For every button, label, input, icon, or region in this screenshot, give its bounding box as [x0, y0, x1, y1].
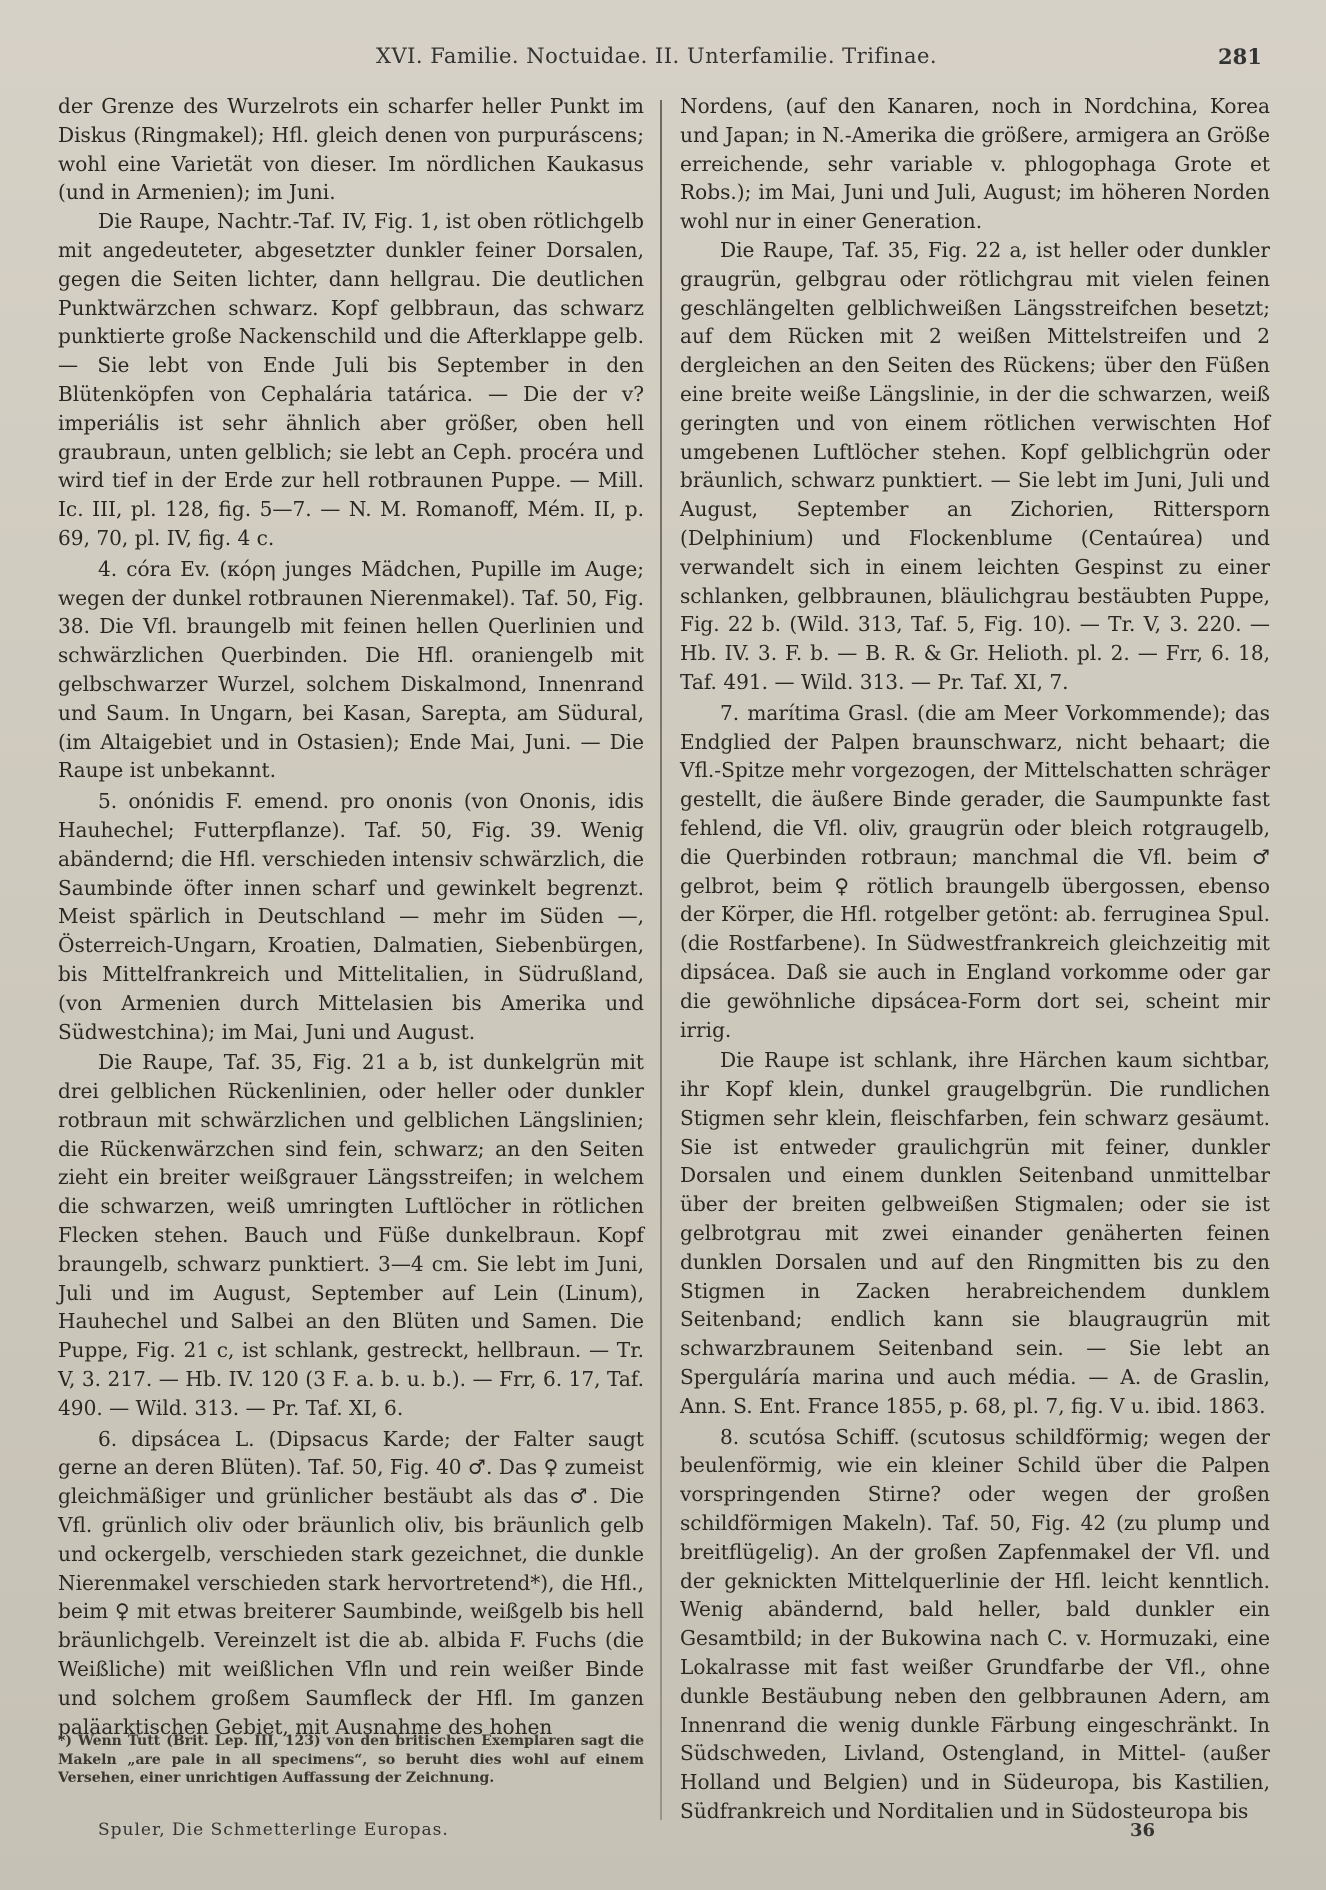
paragraph: Die Raupe, Nachtr.-Taf. IV, Fig. 1, ist oben rötlichgelb mit angedeuteter, abgesetzter dunkler feiner Dorsalen, gegen die Seiten lichter, dann hellgrau. Die deutlichen Punktwärzchen schwarz. Kopf gelbbraun, das schwarz punktierte große Nackenschild und die Afterklappe gelb. — Sie lebt von Ende Juli bis September in den Blütenköpfen von Cephalária tatárica. — Die der v? imperiális ist sehr ähnlich aber größer, oben hell graubraun, unten gelblich; sie lebt an Ceph. procéra und wird tief in der Erde zur hell rotbraunen Puppe. — Mill. Ic. III, pl. 128, fig. 5—7. — N. M. Romanoff, Mém. II, p. 69, 70, pl. IV, fig. 4 c. — [58, 209, 644, 550]
paragraph: Die Raupe, Taf. 35, Fig. 21 a b, ist dunkelgrün mit drei gelblichen Rückenlinien, oder heller oder dunkler rotbraun mit schwärzlichen und gelblichen Längslinien; die Rückenwärzchen sind fein, schwarz; an den Seiten zieht ein breiter weißgrauer Längsstreifen; in welchem die schwarzen, weiß umringten Luftlöcher in rötlichen Flecken stehen. Bauch und Füße dunkelbraun. Kopf braungelb, schwarz punktiert. 3—4 cm. Sie lebt im Juni, Juli und im August, September auf Lein (Linum), Hauhechel und Salbei an den Blüten und Samen. Die Puppe, Fig. 21 c, ist schlank, gestreckt, hellbraun. — Tr. V, 3. 217. — Hb. IV. 120 (3 F. a. b. u. b.). — Frr, 6. 17, Taf. 490. — Wild. 313. — Pr. Taf. XI, 6. — [58, 1050, 644, 1420]
species-entry-dipsacea: 6. dipsácea L. (Dipsacus Karde; der Falter saugt gerne an deren Blüten). Taf. 50, Fig. 40 ♂. Das ♀ zumeist gleichmäßiger und grünlicher bestäubt als das ♂. Die Vfl. grünlich oliv oder bräunlich oliv, bis bräunlich gelb und ockergelb, verschieden stark gezeichnet, die dunkle Nierenmakel verschieden stark hervortretend*), die Hfl., beim ♀ mit etwas breiterer Saumbinde, weißgelb bis hell bräunlichgelb. Vereinzelt ist die ab. albida F. Fuchs (die Weißliche) mit weißlichen Vfln und rein weißer Binde und solchem großem Saumfleck der Hfl. Im ganzen paläarktischen Gebiet, mit Ausnahme des hohen — [58, 1426, 644, 1739]
paragraph: der Grenze des Wurzelrots ein scharfer heller Punkt im Diskus (Ringmakel); Hfl. gleich denen von purpuráscens; wohl eine Varietät von dieser. Im nördlichen Kaukasus (und in Armenien); im Juni. — [58, 94, 644, 205]
running-title: XVI. Familie. Noctuidae. II. Unterfamilie. Trifinae. — [376, 44, 938, 68]
footnote: *) Wenn Tutt (Brit. Lep. III, 123) von den britischen Exemplaren sagt die Makeln „are pale in all specimens“, so beruht dies wohl auf einem Versehen, einer unrichtigen Auffassung der Zeichnung. — [58, 1733, 644, 1786]
page-number: 281 — [1218, 44, 1262, 69]
paragraph: Nordens, (auf den Kanaren, noch in Nordchina, Korea und Japan; in N.-Amerika die größere, armigera an Größe erreichende, sehr variable v. phlogophaga Grote et Robs.); im Mai, Juni und Juli, August; im höheren Norden wohl nur in einer Generation. — [680, 94, 1270, 234]
right-column — [680, 92, 1270, 1824]
paragraph: Die Raupe, Taf. 35, Fig. 22 a, ist heller oder dunkler graugrün, gelbgrau oder rötlichgrau mit vielen feinen geschlängelten gelblichweißen Längsstreifchen besetzt; auf dem Rücken mit 2 weißen Mittelstreifen und 2 dergleichen an den Seiten des Rückens; über den Füßen eine breite weiße Längslinie, in der die schwarzen, weiß geringten und von einem rötlichen verwischten Hof umgebenen Luftlöcher stehen. Kopf gelblichgrün oder bräunlich, schwarz punktiert. — Sie lebt im Juni, Juli und August, September an Zichorien, Rittersporn (Delphinium) und Flockenblume (Centaúrea) und verwandelt sich in einem leichten Gespinst zu einer schlanken, gelbbraunen, bläulichgrau bestäubten Puppe, Fig. 22 b. (Wild. 313, Taf. 5, Fig. 10). — Tr. V, 3. 220. — Hb. IV. 3. F. b. — B. R. & Gr. Helioth. pl. 2. — Frr, 6. 18, Taf. 491. — Wild. 313. — Pr. Taf. XI, 7. — [680, 237, 1270, 694]
footer-book-title: Spuler, Die Schmetterlinge Europas. — [98, 1820, 449, 1840]
footer-signature-number: 36 — [1130, 1820, 1156, 1841]
left-column — [58, 92, 644, 1752]
page-header — [0, 44, 1326, 78]
species-entry-scutosa: 8. scutósa Schiff. (scutosus schildförmig; wegen der beulenförmig, wie ein kleiner Schild über die Palpen vorspringenden Stirne? oder wegen der großen schildförmigen Makeln). Taf. 50, Fig. 42 (zu plump und breitflügelig). An der großen Zapfenmakel der Vfl. und der geknickten Mittelquerlinie der Hfl. leicht kenntlich. Wenig abändernd, bald heller, bald dunkler ein Gesamtbild; in der Bukowina nach C. v. Hormuzaki, eine Lokalrasse mit fast weißer Grundfarbe der Vfl., ohne dunkle Bestäubung neben den gelbbraunen Adern, am Innenrand die wenig dunkle Färbung eingeschränkt. In Südschweden, Livland, Ostengland, in Mittel- (außer Holland und Belgien) und in Südeuropa, bis Kastilien, Südfrankreich und Norditalien und in Südosteuropa bis — [680, 1424, 1270, 1824]
paragraph: Die Raupe ist schlank, ihre Härchen kaum sichtbar, ihr Kopf klein, dunkel graugelbgrün. Die rundlichen Stigmen sehr klein, fleischfarben, fein schwarz gesäumt. Sie ist entweder graulichgrün mit feiner, dunkler Dorsalen und einem dunklen Seitenband unmittelbar über der breiten gelbweißen Stigmalen; oder sie ist gelbrotgrau mit zwei einander genäherten feinen dunklen Dorsalen und auf den Ringmitten bis zu den Stigmen in Zacken herabreichendem dunklem Seitenband; endlich kann sie blaugraugrün mit schwarzbraunem Seitenband sein. — Sie lebt an Sperguláría marina und auch média. — A. de Graslin, Ann. S. Ent. France 1855, p. 68, pl. 7, fig. V u. ibid. 1863. — [680, 1048, 1270, 1418]
species-entry-maritima: 7. marítima Grasl. (die am Meer Vorkommende); das Endglied der Palpen braunschwarz, nicht behaart; die Vfl.-Spitze mehr vorgezogen, der Mittelschatten schräger gestellt, die äußere Binde gerader, die Saumpunkte fast fehlend, die Vfl. oliv, graugrün oder bleich rotgraugelb, die Querbinden rotbraun; manchmal die Vfl. beim ♂ gelbrot, beim ♀ rötlich braungelb übergossen, ebenso der Körper, die Hfl. rotgelber getönt: ab. ferruginea Spul. (die Rostfarbene). In Südwestfrankreich gleichzeitig mit dipsácea. Daß sie auch in England vorkomme oder gar die gewöhnliche dipsácea-Form dort sei, scheint mir irrig. — [680, 700, 1270, 1042]
species-entry-cora: 4. córa Ev. (κόρη junges Mädchen, Pupille im Auge; wegen der dunkel rotbraunen Nierenmakel). Taf. 50, Fig. 38. Die Vfl. braungelb mit feinen hellen Querlinien und schwärzlichen Querbinden. Die Hfl. oraniengelb mit gelbschwarzer Wurzel, solchem Diskalmond, Innenrand und Saum. In Ungarn, bei Kasan, Sarepta, am Südural, (im Altaigebiet und in Ostasien); Ende Mai, Juni. — Die Raupe ist unbekannt. — [58, 556, 644, 783]
column-divider — [660, 100, 662, 1820]
species-entry-ononidis: 5. onónidis F. emend. pro ononis (von Ononis, idis Hauhechel; Futterpflanze). Taf. 50, Fig. 39. Wenig abändernd; die Hfl. verschieden intensiv schwärzlich, die Saumbinde öfter innen scharf und gewinkelt begrenzt. Meist spärlich in Deutschland — mehr im Süden —, Österreich-Ungarn, Kroatien, Dalmatien, Siebenbürgen, bis Mittelfrankreich und Mittelitalien, in Südrußland, (von Armenien durch Mittelasien bis Amerika und Südwestchina); im Mai, Juni und August. — [58, 789, 644, 1044]
